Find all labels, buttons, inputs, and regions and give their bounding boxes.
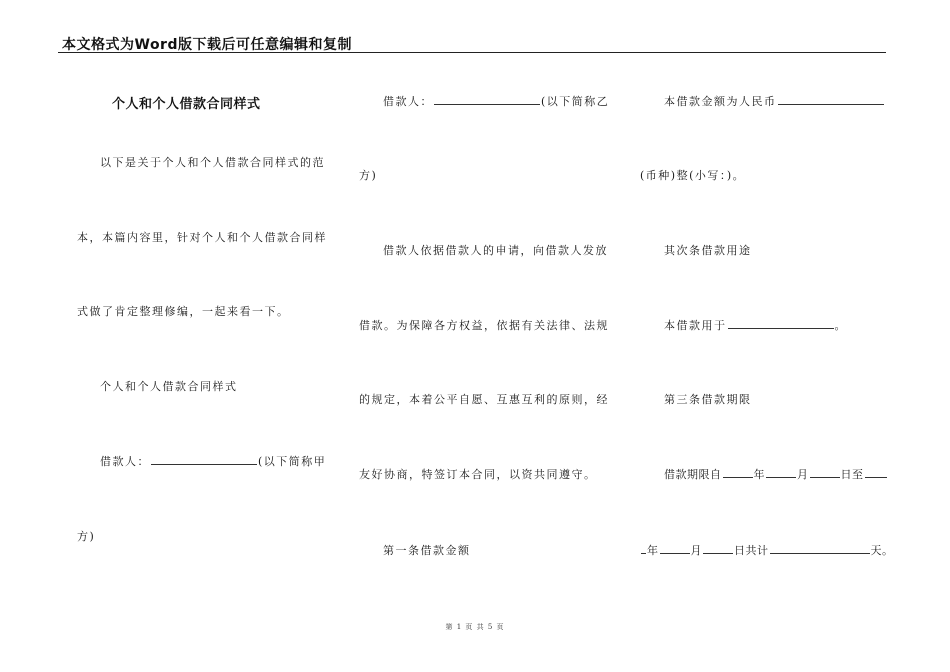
days-text: 天。 [870,544,894,557]
page-number: 第 1 页 共 5 页 [445,623,505,631]
period-mark: 。 [834,319,847,332]
document-title: 个人和个人借款合同样式 [112,97,261,112]
fill-blank[interactable] [728,318,834,329]
fill-blank[interactable] [770,543,870,554]
term-label: 借款期限自 [664,468,722,481]
paragraph-line: 借款。为保障各方权益，依据有关法律、法规 [359,319,609,332]
paragraph-line: 以下是关于个人和个人借款合同样式的范 [100,156,325,169]
amount-line [664,93,885,109]
term-start-line [664,466,888,482]
fill-blank[interactable] [703,543,733,554]
purpose-label: 本借款用于 [664,319,727,332]
alias-text: (以下简称甲 [258,455,327,468]
fill-blank[interactable] [766,467,796,478]
day-text: 日共计 [734,544,769,557]
fill-blank[interactable] [723,467,753,478]
month-text: 月 [797,468,809,481]
year-text: 年 [753,468,765,481]
fill-blank[interactable] [151,454,257,465]
paragraph-line: 方) [359,169,378,182]
fill-blank[interactable] [434,94,540,105]
fill-blank[interactable] [778,94,884,105]
paragraph-line: 借款人依据借款人的申请，向借款人发放 [383,244,608,257]
header-rule [58,52,886,53]
section-heading: 个人和个人借款合同样式 [100,380,238,393]
section-heading: 其次条借款用途 [664,244,752,257]
year-text: 年 [647,544,659,557]
borrower-label: 借款人： [100,455,150,468]
section-heading: 第一条借款金额 [383,544,471,557]
fill-blank[interactable] [660,543,690,554]
paragraph-line: 本，本篇内容里，针对个人和个人借款合同样 [77,231,327,244]
paragraph-line: 友好协商，特签订本合同，以资共同遵守。 [359,468,597,481]
page-banner: 本文格式为Word版下载后可任意编辑和复制 [62,37,352,53]
paragraph-line: 的规定，本着公平自愿、互惠互利的原则，经 [359,393,609,406]
fill-blank[interactable] [641,543,646,554]
purpose-line [664,317,847,333]
paragraph-line: 方) [77,530,96,543]
amount-label: 本借款金额为人民币 [664,95,777,108]
borrower-a-line [100,453,326,469]
fill-blank[interactable] [865,467,887,478]
paragraph-line: (币种)整(小写：)。 [640,169,746,182]
month-text: 月 [690,544,702,557]
borrower-label: 借款人： [383,95,433,108]
day-text: 日至 [840,468,864,481]
term-end-line [640,542,894,558]
section-heading: 第三条借款期限 [664,393,752,406]
borrower-b-line [383,93,609,109]
alias-text: (以下简称乙 [541,95,610,108]
fill-blank[interactable] [810,467,840,478]
paragraph-line: 式做了肯定整理修编，一起来看一下。 [77,305,290,318]
